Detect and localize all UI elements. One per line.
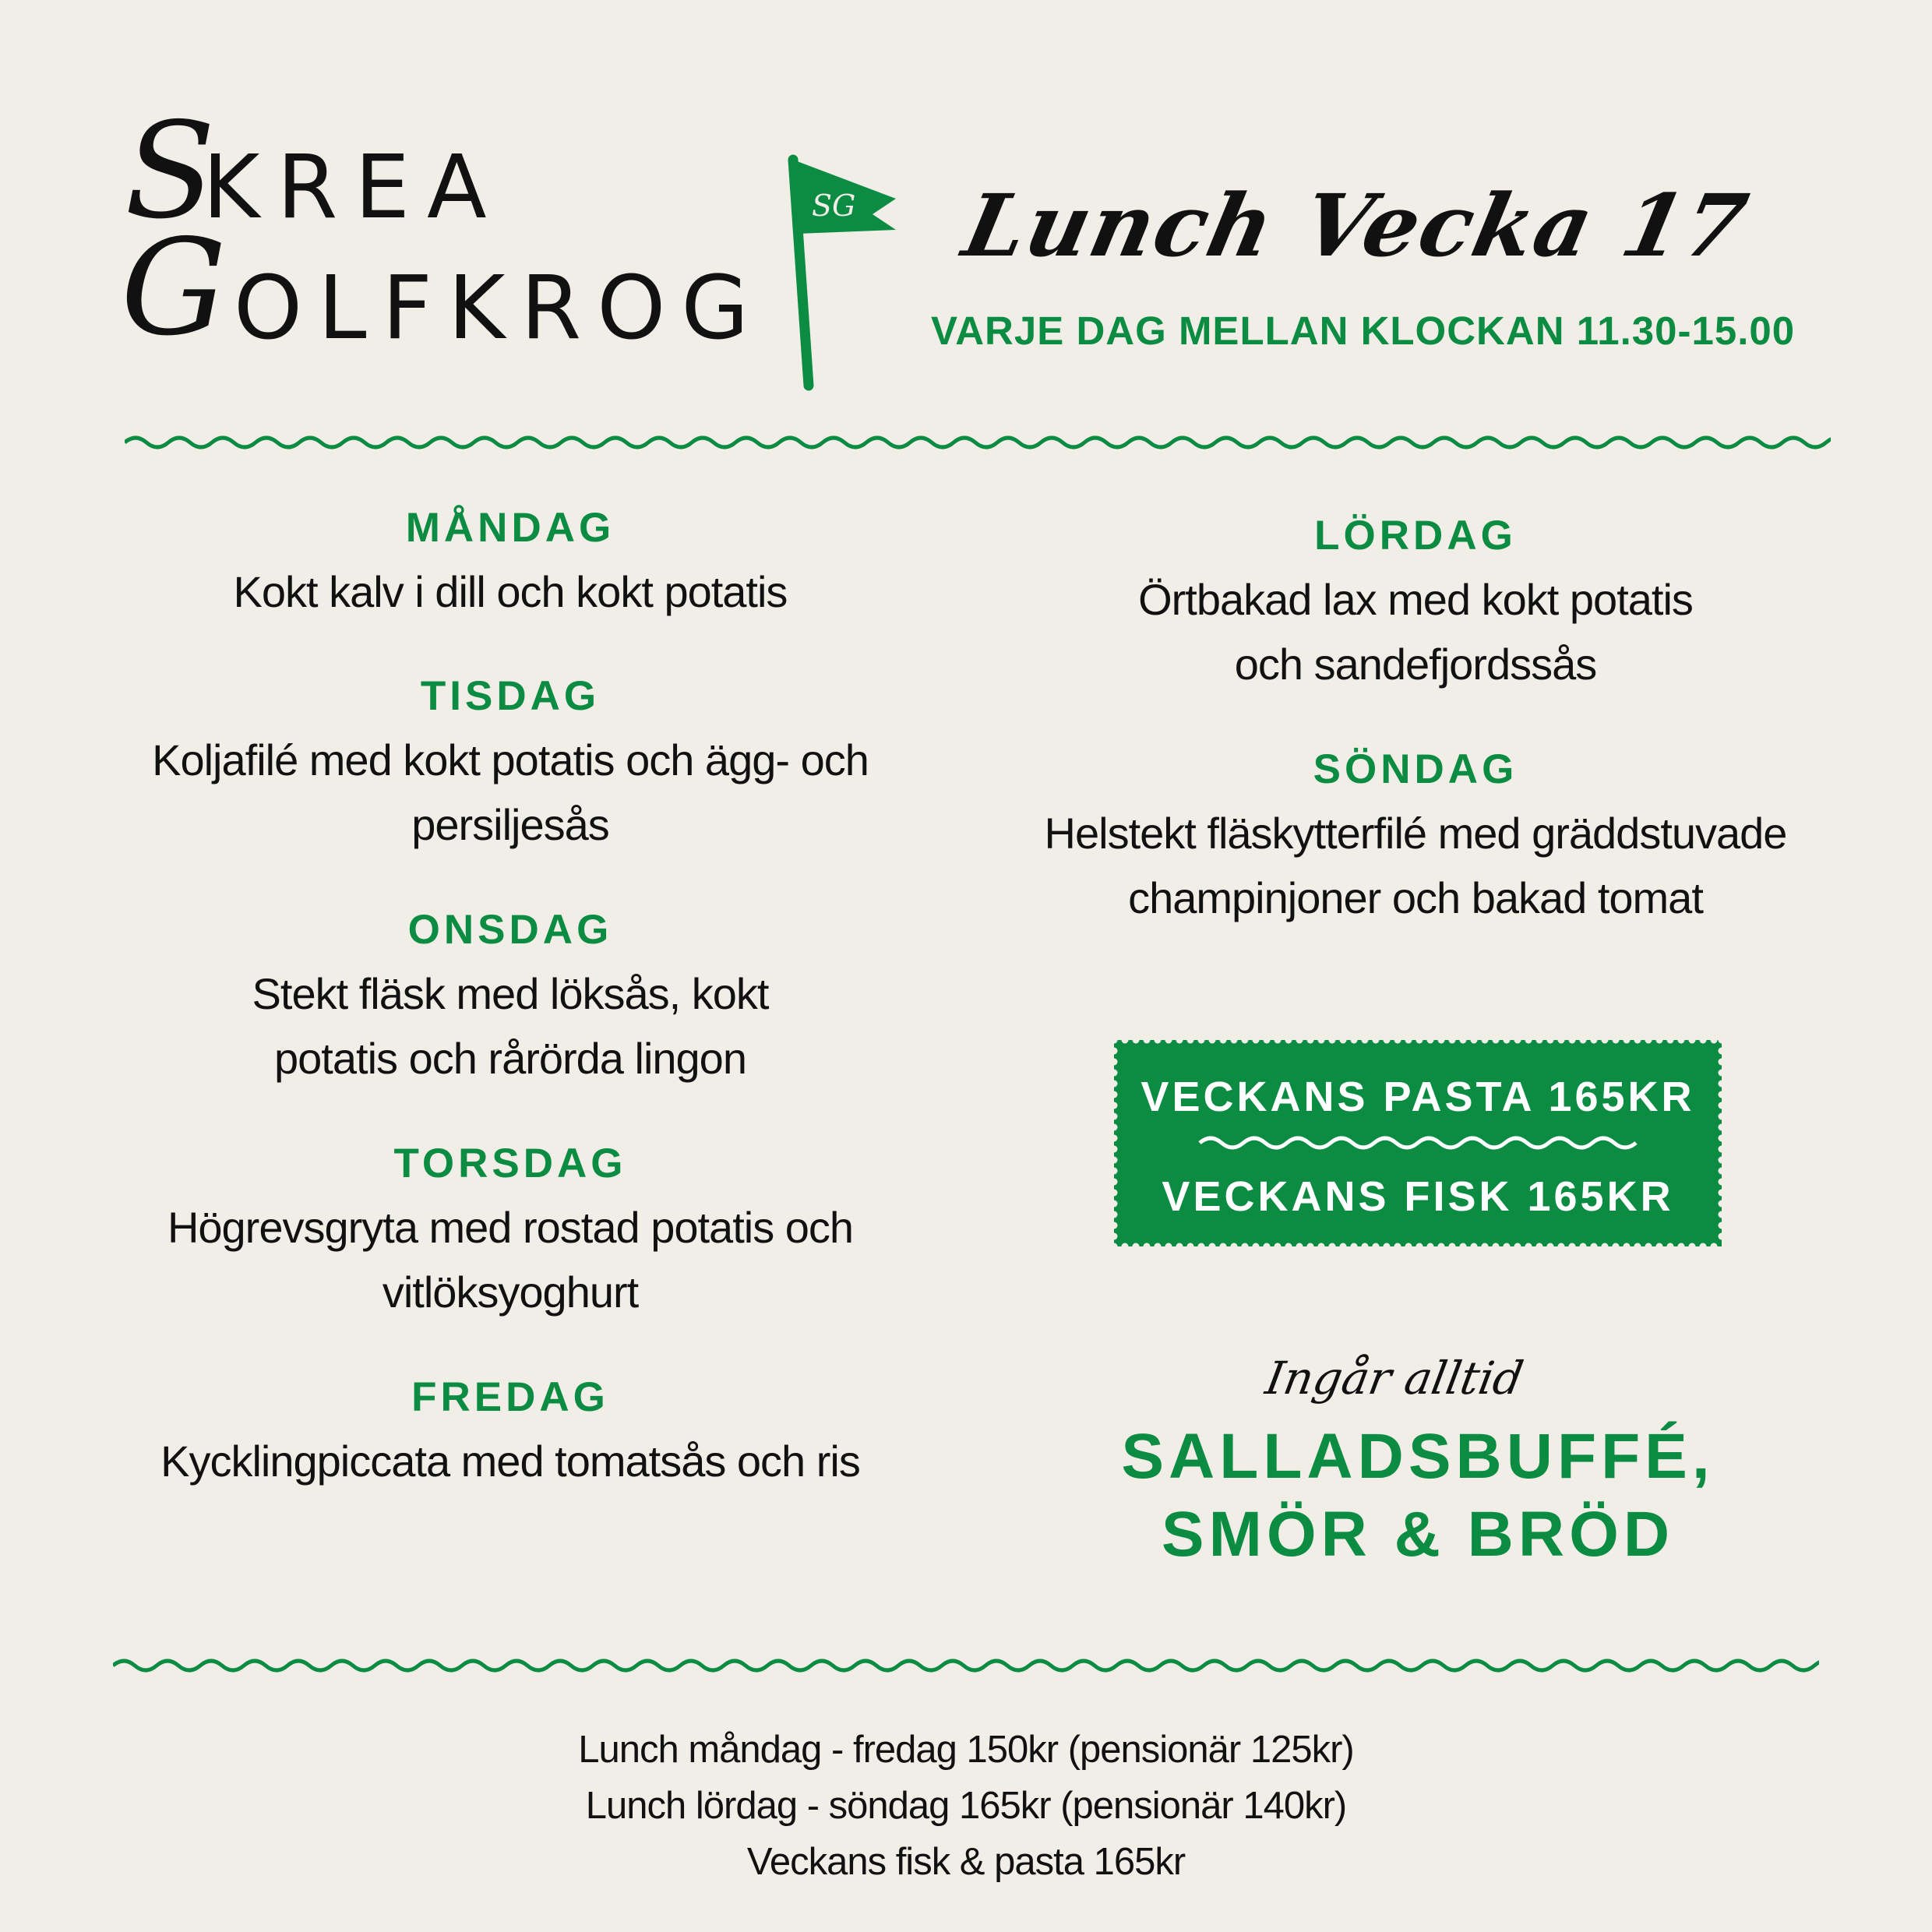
- price-footer: [343, 1722, 1589, 1890]
- day-name: ONSDAG: [407, 907, 613, 953]
- included-line-2: SMÖR & BRÖD: [1161, 1499, 1675, 1570]
- opening-hours: VARJE DAG MELLAN KLOCKAN 11.30-15.00: [931, 308, 1796, 353]
- day-tuesday: [121, 673, 900, 857]
- dish-line: Högrevsgryta med rostad potatis och: [167, 1203, 854, 1252]
- brand-logo: [121, 94, 765, 365]
- brand-line-1: [125, 94, 504, 249]
- dish-line: persiljesås: [411, 800, 609, 849]
- included-line-1: SALLADSBUFFÉ,: [1121, 1421, 1715, 1492]
- day-name: TISDAG: [420, 673, 601, 719]
- dish-line: Kokt kalv i dill och kokt potatis: [233, 567, 788, 616]
- footer-line: Lunch lördag - söndag 165kr (pensionär 140kr): [585, 1785, 1347, 1827]
- weekly-fish: VECKANS FISK 165KR: [1162, 1173, 1674, 1220]
- day-wednesday: [121, 907, 900, 1091]
- dish-line: Helstekt fläskytterfilé med gräddstuvade: [1044, 809, 1787, 858]
- day-sunday: [1026, 746, 1805, 930]
- weekly-specials-stamp: [1114, 1040, 1722, 1246]
- footer-line: Lunch måndag - fredag 150kr (pensionär 125kr): [578, 1729, 1354, 1771]
- dish-line: potatis och rårörda lingon: [274, 1034, 746, 1083]
- included-items: [1021, 1418, 1815, 1574]
- day-name: MÅNDAG: [405, 505, 615, 551]
- day-name: FREDAG: [411, 1374, 609, 1420]
- day-saturday: [1026, 513, 1805, 696]
- wave-divider-bottom: [113, 1650, 1819, 1681]
- brand-line-2: [121, 211, 765, 365]
- dish-line: Kycklingpiccata med tomatsås och ris: [160, 1437, 860, 1486]
- dish-line: champinjoner och bakad tomat: [1128, 873, 1703, 922]
- day-monday: [121, 505, 900, 624]
- day-name: LÖRDAG: [1314, 513, 1517, 559]
- dish-line: Koljafilé med kokt potatis och ägg- och: [152, 735, 869, 784]
- dish-line: och sandefjordssås: [1234, 640, 1597, 689]
- golf-flag-icon: [779, 152, 904, 393]
- dish-line: Stekt fläsk med löksås, kokt: [252, 969, 769, 1018]
- day-thursday: [121, 1141, 900, 1324]
- brand-initial-s: S: [125, 94, 233, 249]
- day-friday: [121, 1374, 900, 1493]
- page-title: Lunch Vecka 17: [955, 175, 1757, 276]
- weekly-pasta: VECKANS PASTA 165KR: [1141, 1074, 1695, 1120]
- day-name: SÖNDAG: [1313, 746, 1518, 792]
- footer-line: Veckans fisk & pasta 165kr: [746, 1841, 1186, 1883]
- brand-line-1-text: KREA: [203, 137, 504, 238]
- brand-initial-g: G: [121, 211, 242, 365]
- included-label: Ingår alltid: [1261, 1352, 1528, 1405]
- wave-divider-top: [125, 427, 1831, 458]
- dish-line: Örtbakad lax med kokt potatis: [1138, 575, 1693, 624]
- brand-line-2-text: OLFKROG: [234, 258, 765, 359]
- dish-line: vitlöksyoghurt: [382, 1267, 639, 1317]
- day-name: TORSDAG: [393, 1141, 627, 1186]
- flag-monogram: SG: [812, 189, 856, 223]
